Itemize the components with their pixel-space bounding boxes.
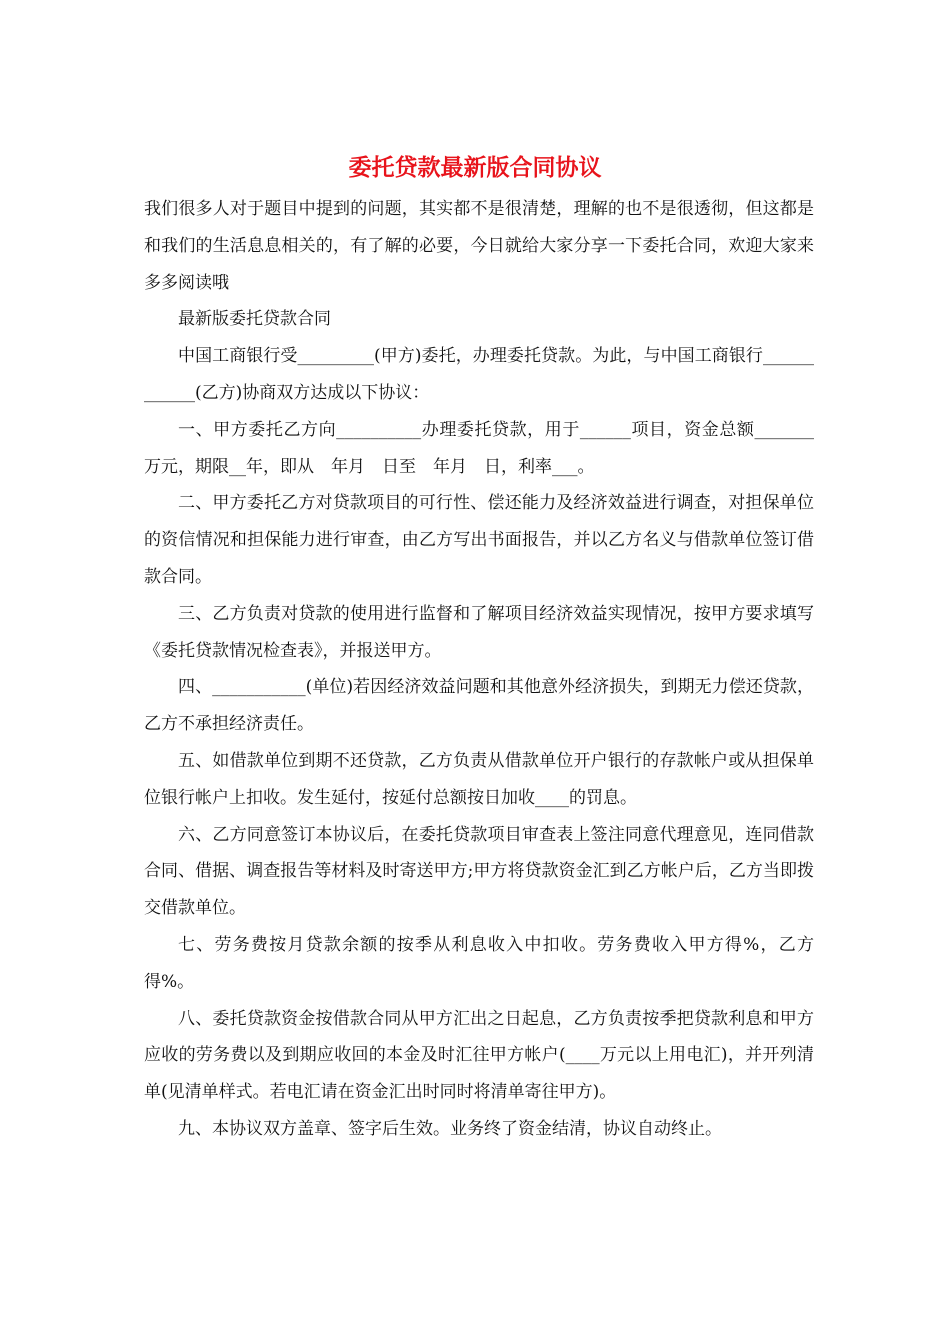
clause-1: 一、甲方委托乙方向__________办理委托贷款，用于______项目，资金总额_______万元，期限__年，即从 年月 日至 年月 日，利率___。 [144,419,814,477]
clause-2: 二、甲方委托乙方对贷款项目的可行性、偿还能力及经济效益进行调查，对担保单位的资信情况和担保能力进行审查，由乙方写出书面报告，并以乙方名义与借款单位签订借款合同。 [144,493,814,587]
intro-paragraph: 我们很多人对于题目中提到的问题，其实都不是很清楚，理解的也不是很透彻，但这都是和我们的生活息息相关的，有了解的必要，今日就给大家分享一下委托合同，欢迎大家来多多阅读哦 [144,199,814,293]
clause-9: 九、本协议双方盖章、签字后生效。业务终了资金结清，协议自动终止。 [178,1118,722,1139]
document-title: 委托贷款最新版合同协议 [348,154,602,181]
clause-6: 六、乙方同意签订本协议后，在委托贷款项目审查表上签注同意代理意见，连同借款合同、借据、调查报告等材料及时寄送甲方;甲方将贷款资金汇到乙方帐户后，乙方当即拨交借款单位。 [144,824,814,919]
clause-3: 三、乙方负责对贷款的使用进行监督和了解项目经济效益实现情况，按甲方要求填写《委托贷款情况检查表》，并报送甲方。 [144,603,814,661]
clause-7: 七、劳务费按月贷款余额的按季从利息收入中扣收。劳务费收入甲方得%，乙方得%。 [144,934,814,992]
contract-subtitle: 最新版委托贷款合同 [178,309,331,330]
document-body [144,191,814,1148]
preamble-paragraph: 中国工商银行受_________(甲方)委托，办理委托贷款。为此，与中国工商银行____________(乙方)协商双方达成以下协议： [144,346,814,403]
clause-5: 五、如借款单位到期不还贷款，乙方负责从借款单位开户银行的存款帐户或从担保单位银行帐户上扣收。发生延付，按延付总额按日加收____的罚息。 [144,750,814,808]
clause-4: 四、___________(单位)若因经济效益问题和其他意外经济损失，到期无力偿还贷款，乙方不承担经济责任。 [144,677,814,735]
clause-8: 八、委托贷款资金按借款合同从甲方汇出之日起息，乙方负责按季把贷款利息和甲方应收的劳务费以及到期应收回的本金及时汇往甲方帐户(____万元以上用电汇)，并开列清单(见清单样式。若电汇请在资金汇出时同时将清单寄往甲方)。 [144,1008,814,1103]
